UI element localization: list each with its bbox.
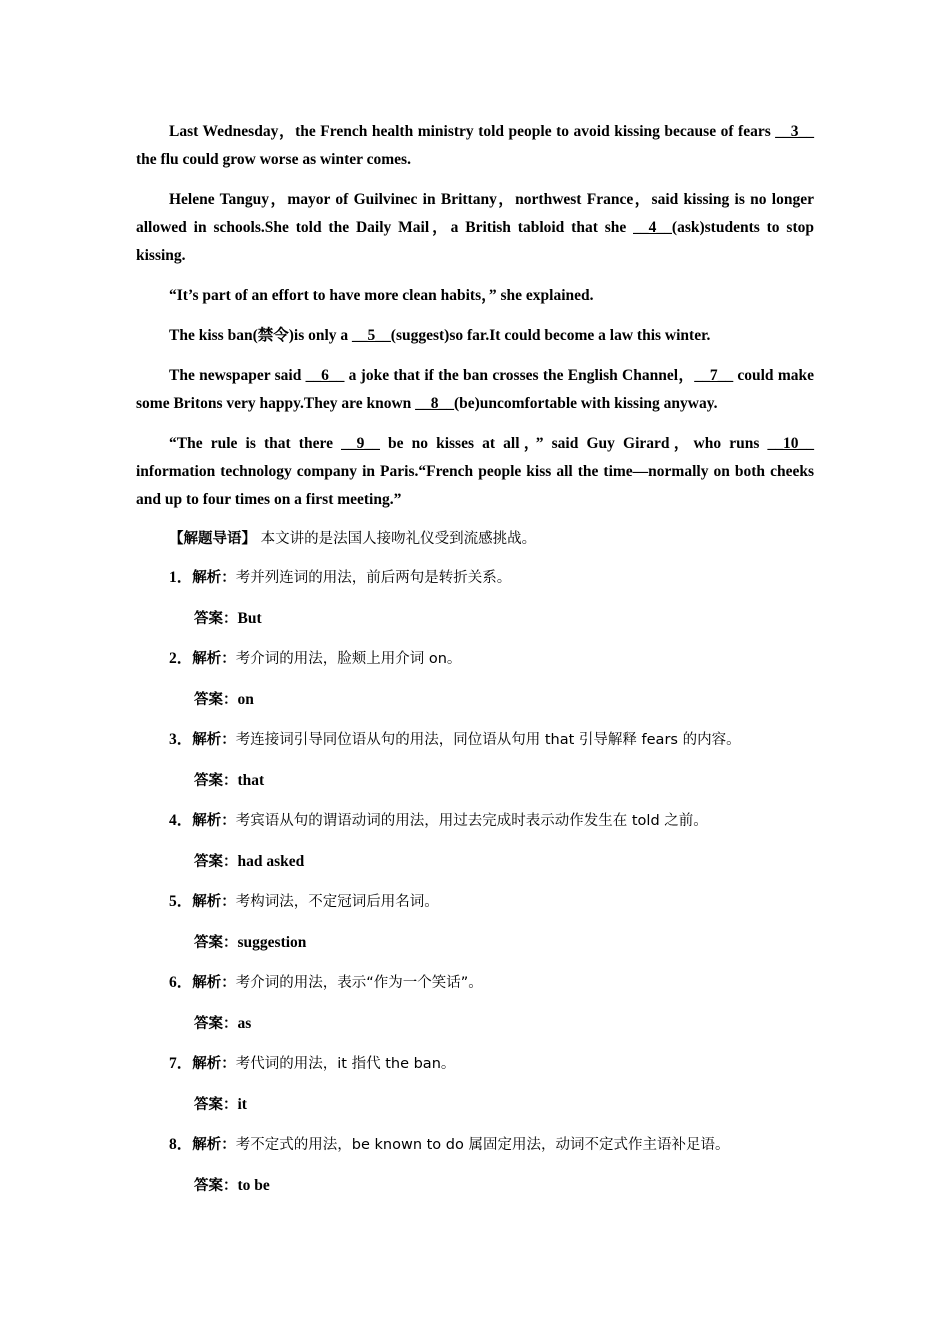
blank-4: __4__ [633,219,672,236]
answer-value: But [237,609,262,627]
analysis-text: 考介词的用法，表示“作为一个笑话”。 [235,975,483,991]
guide-label: 【解题导语】 [169,531,256,547]
passage-paragraph-2 [136,186,814,270]
answer-item-1 [194,606,814,632]
answer-label: 答案： [194,691,238,708]
analysis-label: 解析： [192,813,236,829]
analysis-item-7 [169,1051,814,1077]
analysis-item-2 [169,646,814,672]
text-run: information technology company in Paris.“French people kiss all the time—normally on both cheeks and up to four times on a first meeting.” [136,463,814,508]
blank-7: __7__ [694,367,734,384]
answer-label: 答案： [194,853,238,870]
analysis-text: 考介词的用法，脸颊上用介词 on。 [235,651,462,667]
text-run: “The rule is that there [169,435,342,452]
item-number: 2． [169,650,193,667]
text-run: The kiss ban(禁令)is only a [169,327,353,344]
text-run: Last Wednesday，the French health ministry told people to avoid kissing because of fears [169,123,776,140]
answer-value: on [237,690,254,708]
passage-paragraph-1 [136,118,814,174]
analysis-text: 考不定式的用法，be known to do 属固定用法，动词不定式作主语补足语。 [235,1137,730,1153]
analysis-label: 解析： [192,1056,236,1072]
answer-label: 答案： [194,1177,238,1194]
passage-paragraph-6 [136,430,814,514]
blank-10: __10__ [767,435,814,452]
analysis-label: 解析： [192,975,236,991]
text-run: be no kisses at all，” said Guy Girard，who runs [379,435,768,452]
analysis-item-6 [169,970,814,996]
document-page [136,118,814,1213]
text-run: could make some Britons very happy.They are known [136,367,815,412]
answer-item-8 [194,1173,814,1199]
answer-item-6 [194,1011,814,1037]
analysis-text: 考宾语从句的谓语动词的用法，用过去完成时表示动作发生在 told 之前。 [235,813,708,829]
answer-label: 答案： [194,934,238,951]
passage-paragraph-4 [136,322,814,350]
analysis-label: 解析： [192,570,236,586]
answer-value: suggestion [237,933,307,951]
passage-paragraph-3: “It’s part of an effort to have more clean habits，” she explained. [169,287,594,304]
blank-3: __3__ [775,123,814,140]
analysis-text: 考代词的用法，it 指代 the ban。 [235,1056,456,1072]
answer-item-3 [194,768,814,794]
answer-value: that [237,771,265,789]
item-number: 3． [169,731,193,748]
analysis-item-8 [169,1132,814,1158]
item-number: 5． [169,893,193,910]
analysis-item-3 [169,727,814,753]
item-number: 6． [169,974,193,991]
item-number: 7． [169,1055,193,1072]
text-run: the flu could grow worse as winter comes. [136,151,411,168]
answer-item-2 [194,687,814,713]
analysis-label: 解析： [192,1137,236,1153]
analysis-text: 考连接词引导同位语从句的用法，同位语从句用 that 引导解释 fears 的内容。 [235,732,741,748]
text-run: (suggest)so far.It could become a law this winter. [390,327,711,344]
blank-6: __6__ [305,367,345,384]
item-number: 4． [169,812,193,829]
blank-5: __5__ [352,327,391,344]
analysis-text: 考构词法，不定冠词后用名词。 [235,894,439,910]
text-run: a joke that if the ban crosses the English Channel， [344,367,695,384]
analysis-text: 考并列连词的用法，前后两句是转折关系。 [235,570,512,586]
passage-paragraph-5 [136,362,814,418]
solution-guide [136,526,814,552]
text-run: Helene Tanguy，mayor of Guilvinec in Brittany，northwest France，said kissing is no longer allowed in schools.She told the Daily Mail，a British tabloid that she [136,191,814,236]
answer-value: as [237,1014,252,1032]
text-run: The newspaper said [169,367,306,384]
analysis-label: 解析： [192,894,236,910]
answer-item-5 [194,930,814,956]
answer-item-4 [194,849,814,875]
text-run: (ask)students to stop kissing. [136,219,814,264]
answer-label: 答案： [194,772,238,789]
blank-8: __8__ [415,395,454,412]
blank-9: __9__ [341,435,380,452]
guide-text: 本文讲的是法国人接吻礼仪受到流感挑战。 [256,531,537,547]
analysis-item-4 [169,808,814,834]
answer-value: had asked [237,852,305,870]
analysis-item-5 [169,889,814,915]
analysis-item-1 [169,565,814,591]
analysis-label: 解析： [192,651,236,667]
analysis-label: 解析： [192,732,236,748]
answer-label: 答案： [194,1015,238,1032]
answer-item-7 [194,1092,814,1118]
answer-value: to be [237,1176,270,1194]
item-number: 1． [169,569,193,586]
item-number: 8． [169,1136,193,1153]
answer-label: 答案： [194,610,238,627]
answer-list [136,565,814,1199]
answer-label: 答案： [194,1096,238,1113]
text-run: (be)uncomfortable with kissing anyway. [453,395,718,412]
answer-value: it [237,1095,247,1113]
